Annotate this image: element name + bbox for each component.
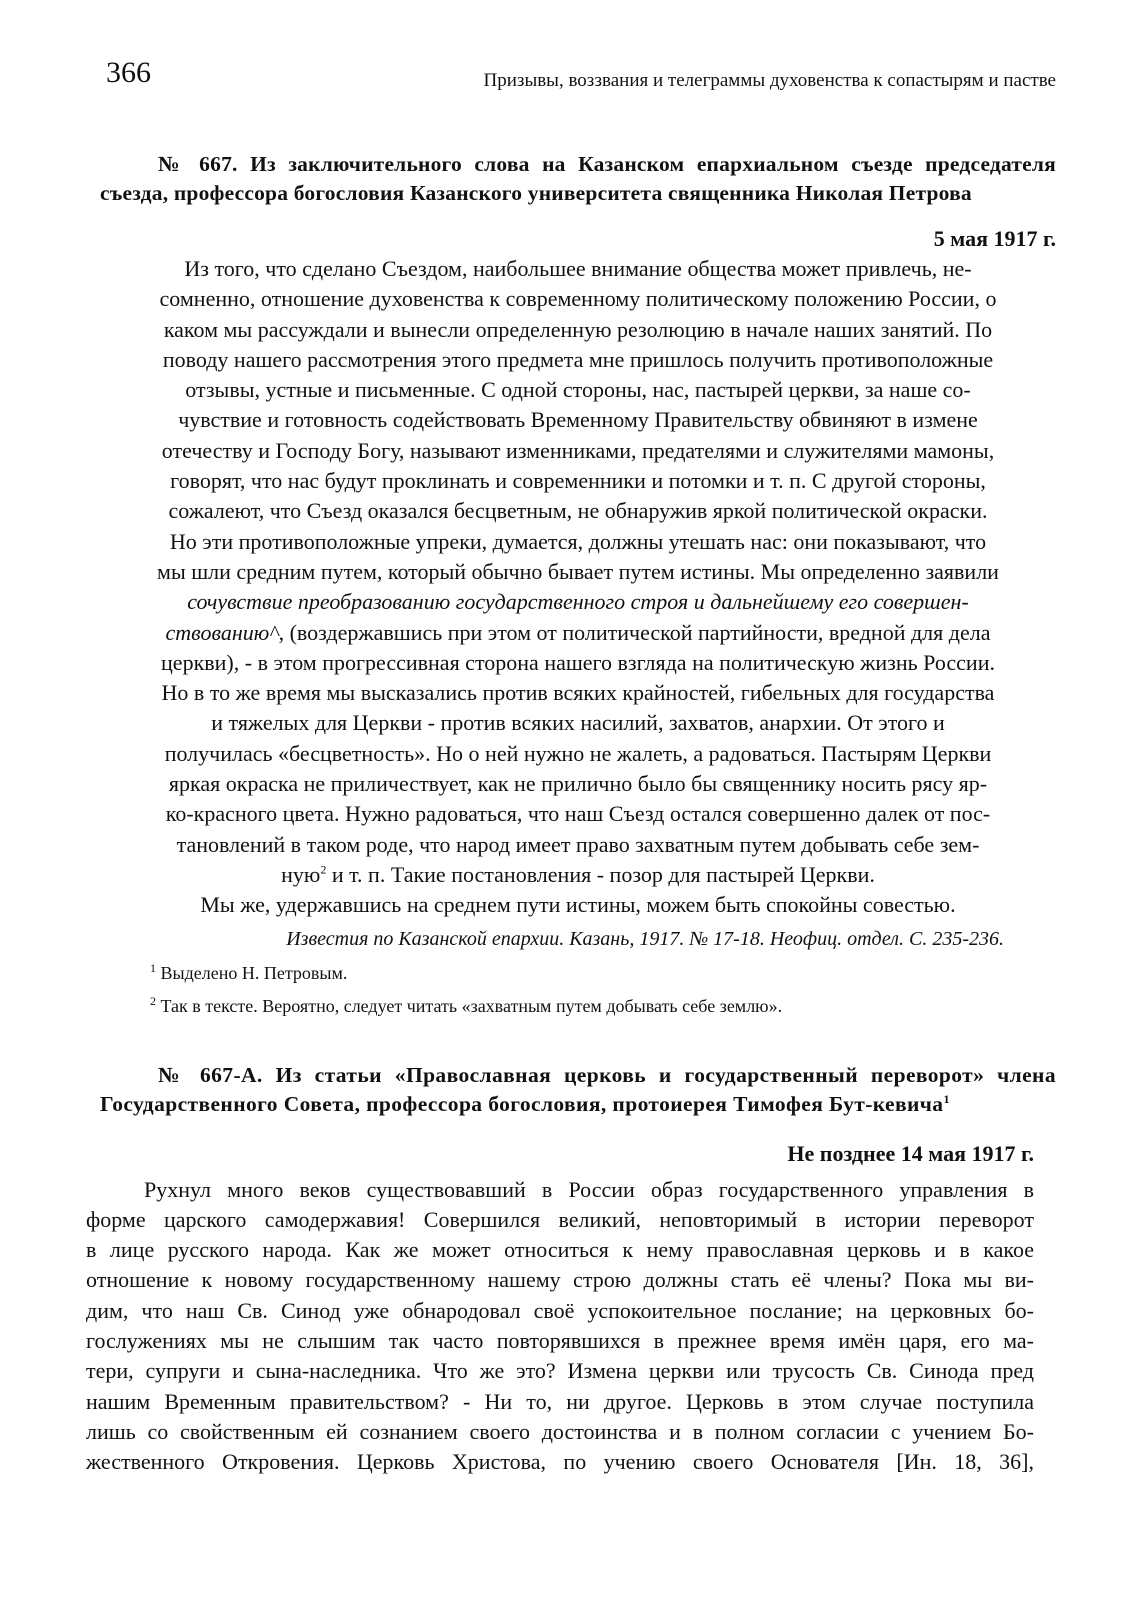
body-line: говорят, что нас будут проклинать и современники и потомки и т. п. С другой стороны, — [170, 468, 986, 494]
body-line: Из того, что сделано Съездом, наибольшее внимание общества может привлечь, не- — [184, 256, 972, 281]
footnote — [150, 990, 1056, 1023]
closing-line: Мы же, удержавшись на среднем пути истины, можем быть спокойны совестью. — [200, 892, 956, 918]
body-line: лишь со свойственным ей сознанием своего достоинства и в полном согласии с учением Бо- — [86, 1418, 1034, 1444]
body-line: Но в то же время мы высказались против всяких крайностей, гибельных для государства — [161, 680, 995, 706]
body-line: гослужениях мы не слышим так часто повторявшихся в прежнее время имён царя, его ма- — [86, 1328, 1034, 1354]
document-title-text: № 667-А. Из статьи «Православная церковь и государственный переворот» члена Государственного Совета, профессора богословия, протоиерея Тимофея Бут-кевича — [100, 1062, 1056, 1116]
body-line-text: ную — [281, 861, 321, 887]
page-number: 366 — [106, 56, 151, 89]
body-line: поводу нашего рассмотрения этого предмета мне пришлось получить противоположные — [162, 346, 994, 372]
body-line-text: , (воздержавшись при этом от политической партийности, вредной для дела — [278, 619, 991, 645]
body-line: сомненно, отношение духовенства к современному политическому положению России, о — [159, 286, 997, 312]
body-line: Рухнул много веков существовавший в России образ государственного управления в — [144, 1176, 1034, 1202]
document-title — [100, 1061, 1056, 1119]
body-line: яркая окраска не приличествует, как не прилично было бы священнику носить рясу яр- — [168, 771, 988, 797]
document-date: 5 мая 1917 г. — [933, 226, 1056, 251]
document-title: № 667. Из заключительного слова на Казанском епархиальном съезде председателя съезда, профессора богословия Казанского университета священника Николая Петрова — [100, 152, 1056, 205]
document-date: Не позднее 14 мая 1917 г. — [787, 1140, 1034, 1166]
footnote — [150, 957, 1056, 990]
body-line — [100, 860, 1056, 890]
emphasized-quote: сочувствие преобразованию государственного строя и дальнейшему его совершен- — [187, 589, 969, 615]
body-line: церкви), - в этом прогрессивная сторона нашего взгляда на политическую жизнь России. — [161, 649, 995, 675]
body-line: отношение к новому государственному нашему строю должны стать её члены? Пока мы ви- — [86, 1267, 1034, 1293]
body-line: в лице русского народа. Как же может относиться к нему православная церковь и в какое — [86, 1237, 1034, 1263]
body-line: дим, что наш Св. Синод уже обнародовал своё успокоительное послание; на церковных бо- — [86, 1297, 1034, 1323]
footnote-number: 1 — [150, 960, 156, 975]
footnotes — [150, 957, 1056, 1023]
body-line — [100, 618, 1056, 648]
body-line: получилась «бесцветность». Но о ней нужно не жалеть, а радоваться. Пастырям Церкви — [164, 740, 992, 766]
footnote-text: Выделено Н. Петровым. — [160, 962, 348, 983]
body-line: отзывы, устные и письменные. С одной стороны, нас, пастырей церкви, за наше со- — [185, 377, 971, 403]
footnote-number: 2 — [150, 993, 156, 1008]
footnote-ref: 1 — [943, 1091, 950, 1106]
footnote-ref: 2 — [320, 862, 327, 877]
body-line-text: и т. п. Такие постановления - позор для пастырей Церкви. — [326, 861, 875, 887]
body-line: отечеству и Господу Богу, называют изменниками, предателями и служителями мамоны, — [161, 437, 995, 463]
source-citation: Известия по Казанской епархии. Казань, 1917. № 17-18. Неофиц. отдел. С. 235-236. — [286, 927, 1004, 950]
body-line: форме царского самодержавия! Совершился великий, неповторимый в истории переворот — [86, 1206, 1034, 1232]
body-line: Но эти противоположные упреки, думается, должны утешать нас: они показывают, что — [169, 528, 987, 554]
body-line: мы шли средним путем, который обычно бывает путем истины. Мы определенно заявили — [157, 558, 999, 584]
body-line: чувствие и готовность содействовать Временному Правительству обвиняют в измене — [178, 407, 978, 433]
footnote-text: Так в тексте. Вероятно, следует читать «захватным путем добывать себе землю». — [160, 995, 783, 1016]
running-head — [100, 52, 1056, 102]
document-body — [100, 254, 1056, 921]
body-line: тановлений в таком роде, что народ имеет право захватным путем добывать себе зем- — [176, 831, 980, 857]
body-line: жественного Откровения. Церковь Христова, по учению своего Основателя [Ин. 18, 36], — [86, 1449, 1034, 1475]
body-line: и тяжелых для Церкви - против всяких насилий, захватов, анархии. От этого и — [211, 710, 945, 736]
running-title: Призывы, воззвания и телеграммы духовенства к сопастырям и пастве — [483, 70, 1056, 91]
body-line: каком мы рассуждали и вынесли определенную резолюцию в начале наших занятий. По — [163, 316, 993, 342]
body-line: нашим Временным правительством? - Ни то, ни другое. Церковь в этом случае поступила — [86, 1388, 1034, 1414]
document-body — [86, 1175, 1034, 1478]
body-line: тери, супруги и сына-наследника. Что же это? Измена церкви или трусость Св. Синода пред — [86, 1358, 1034, 1384]
body-line: ко-красного цвета. Нужно радоваться, что наш Съезд остался совершенно далек от пос- — [165, 801, 991, 827]
emphasized-quote-end: ствованию^ — [165, 619, 279, 645]
body-line: сожалеют, что Съезд оказался бесцветным, не обнаружив яркой политической окраски. — [168, 498, 988, 524]
